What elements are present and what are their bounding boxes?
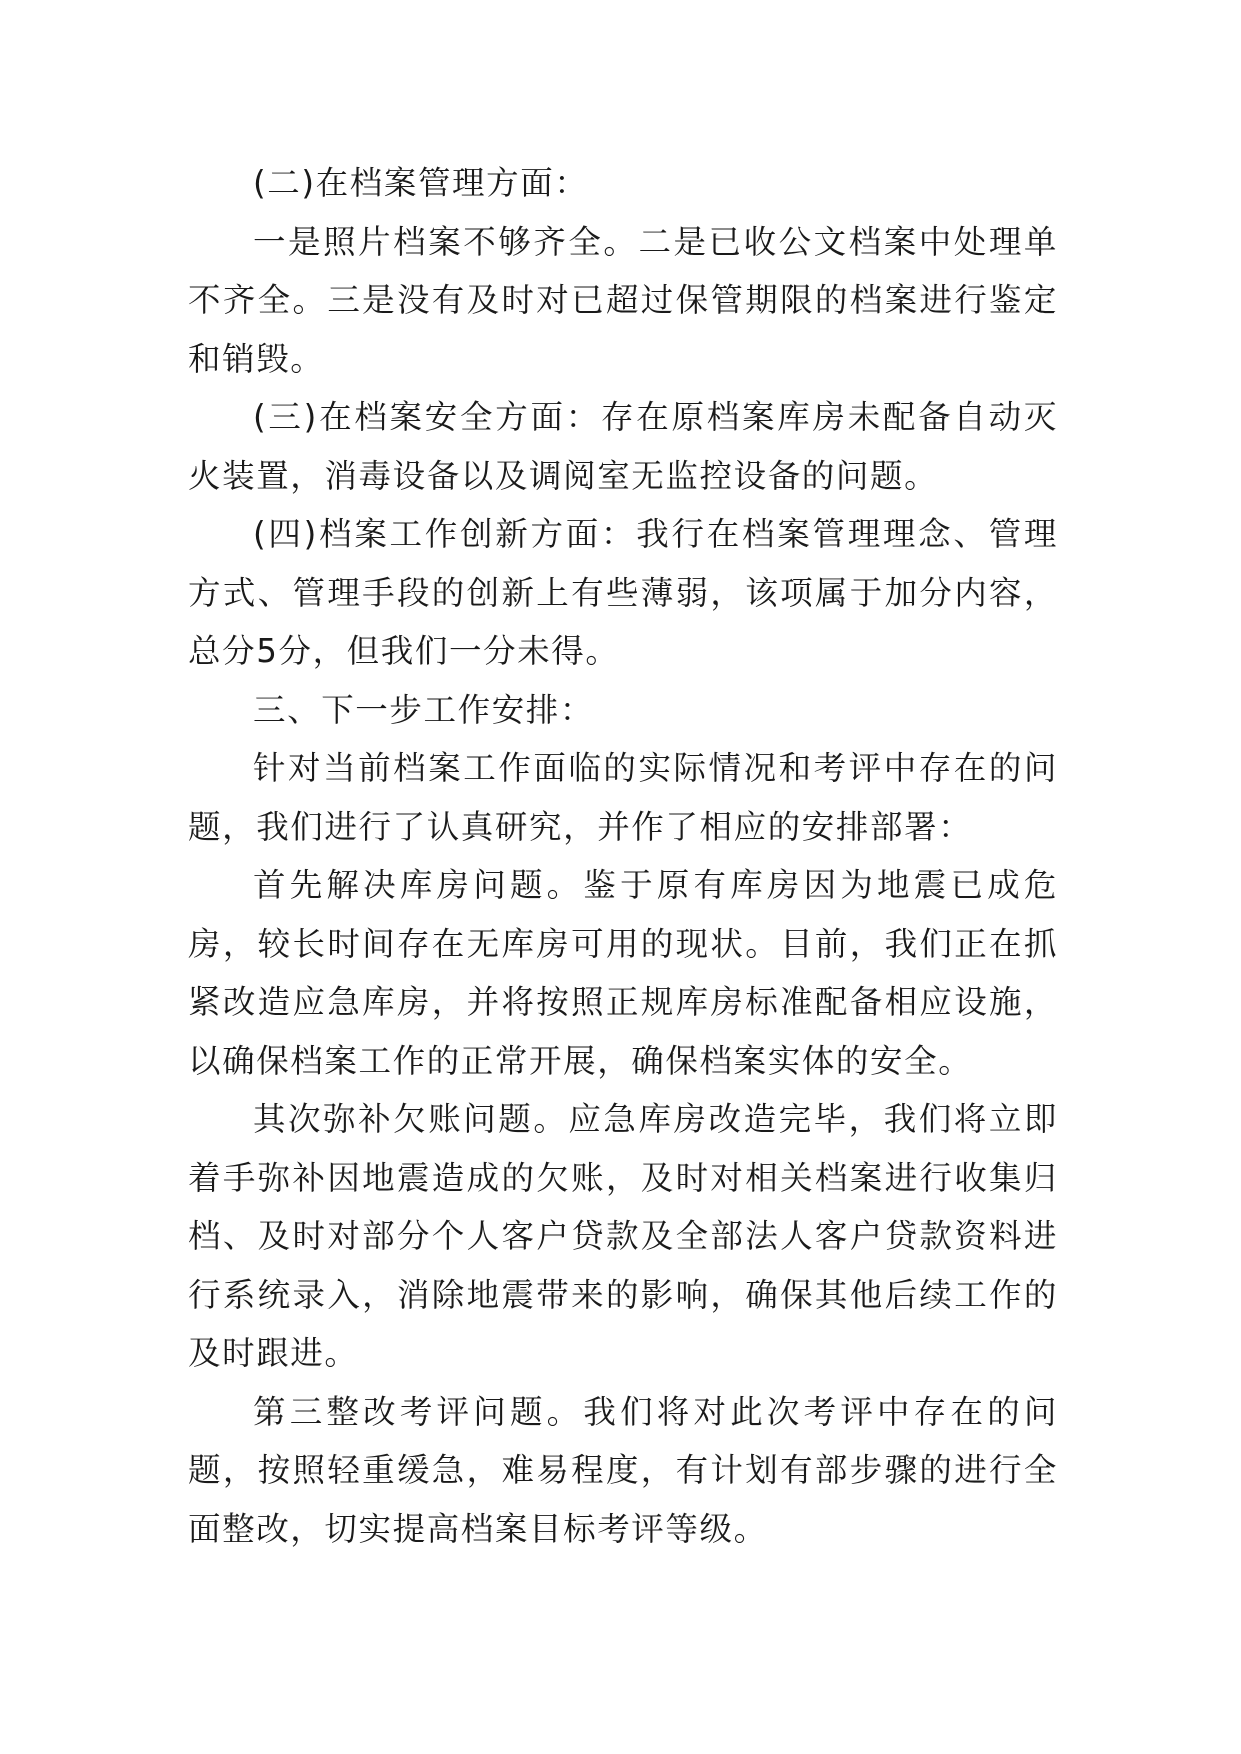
paragraph-archive-safety: (三)在档案安全方面：存在原档案库房未配备自动灭火装置，消毒设备以及调阅室无监控设备的问题。 — [188, 398, 1058, 495]
paragraph-storage-room: 首先解决库房问题。鉴于原有库房因为地震已成危房，较长时间存在无库房可用的现状。目前，我们正在抓紧改造应急库房，并将按照正规库房标准配备相应设施，以确保档案工作的正常开展，确保档案实体的安全。 — [188, 866, 1058, 1080]
section-heading-archive-management: (二)在档案管理方面： — [253, 164, 589, 202]
paragraph-rectification: 第三整改考评问题。我们将对此次考评中存在的问题，按照轻重缓急，难易程度，有计划有部步骤的进行全面整改，切实提高档案目标考评等级。 — [188, 1392, 1058, 1548]
paragraph-archive-innovation: (四)档案工作创新方面：我行在档案管理理念、管理方式、管理手段的创新上有些薄弱，该项属于加分内容，总分5分，但我们一分未得。 — [188, 515, 1058, 670]
document-body — [188, 154, 1058, 1558]
paragraph-backlog: 其次弥补欠账问题。应急库房改造完毕，我们将立即着手弥补因地震造成的欠账，及时对相关档案进行收集归档、及时对部分个人客户贷款及全部法人客户贷款资料进行系统录入，消除地震带来的影响，确保其他后续工作的及时跟进。 — [188, 1100, 1058, 1372]
section-heading-next-steps: 三、下一步工作安排： — [253, 690, 595, 729]
paragraph-next-steps-intro: 针对当前档案工作面临的实际情况和考评中存在的问题，我们进行了认真研究，并作了相应的安排部署： — [188, 749, 1058, 846]
paragraph-archive-management-issues: 一是照片档案不够齐全。二是已收公文档案中处理单不齐全。三是没有及时对已超过保管期限的档案进行鉴定和销毁。 — [188, 222, 1058, 378]
